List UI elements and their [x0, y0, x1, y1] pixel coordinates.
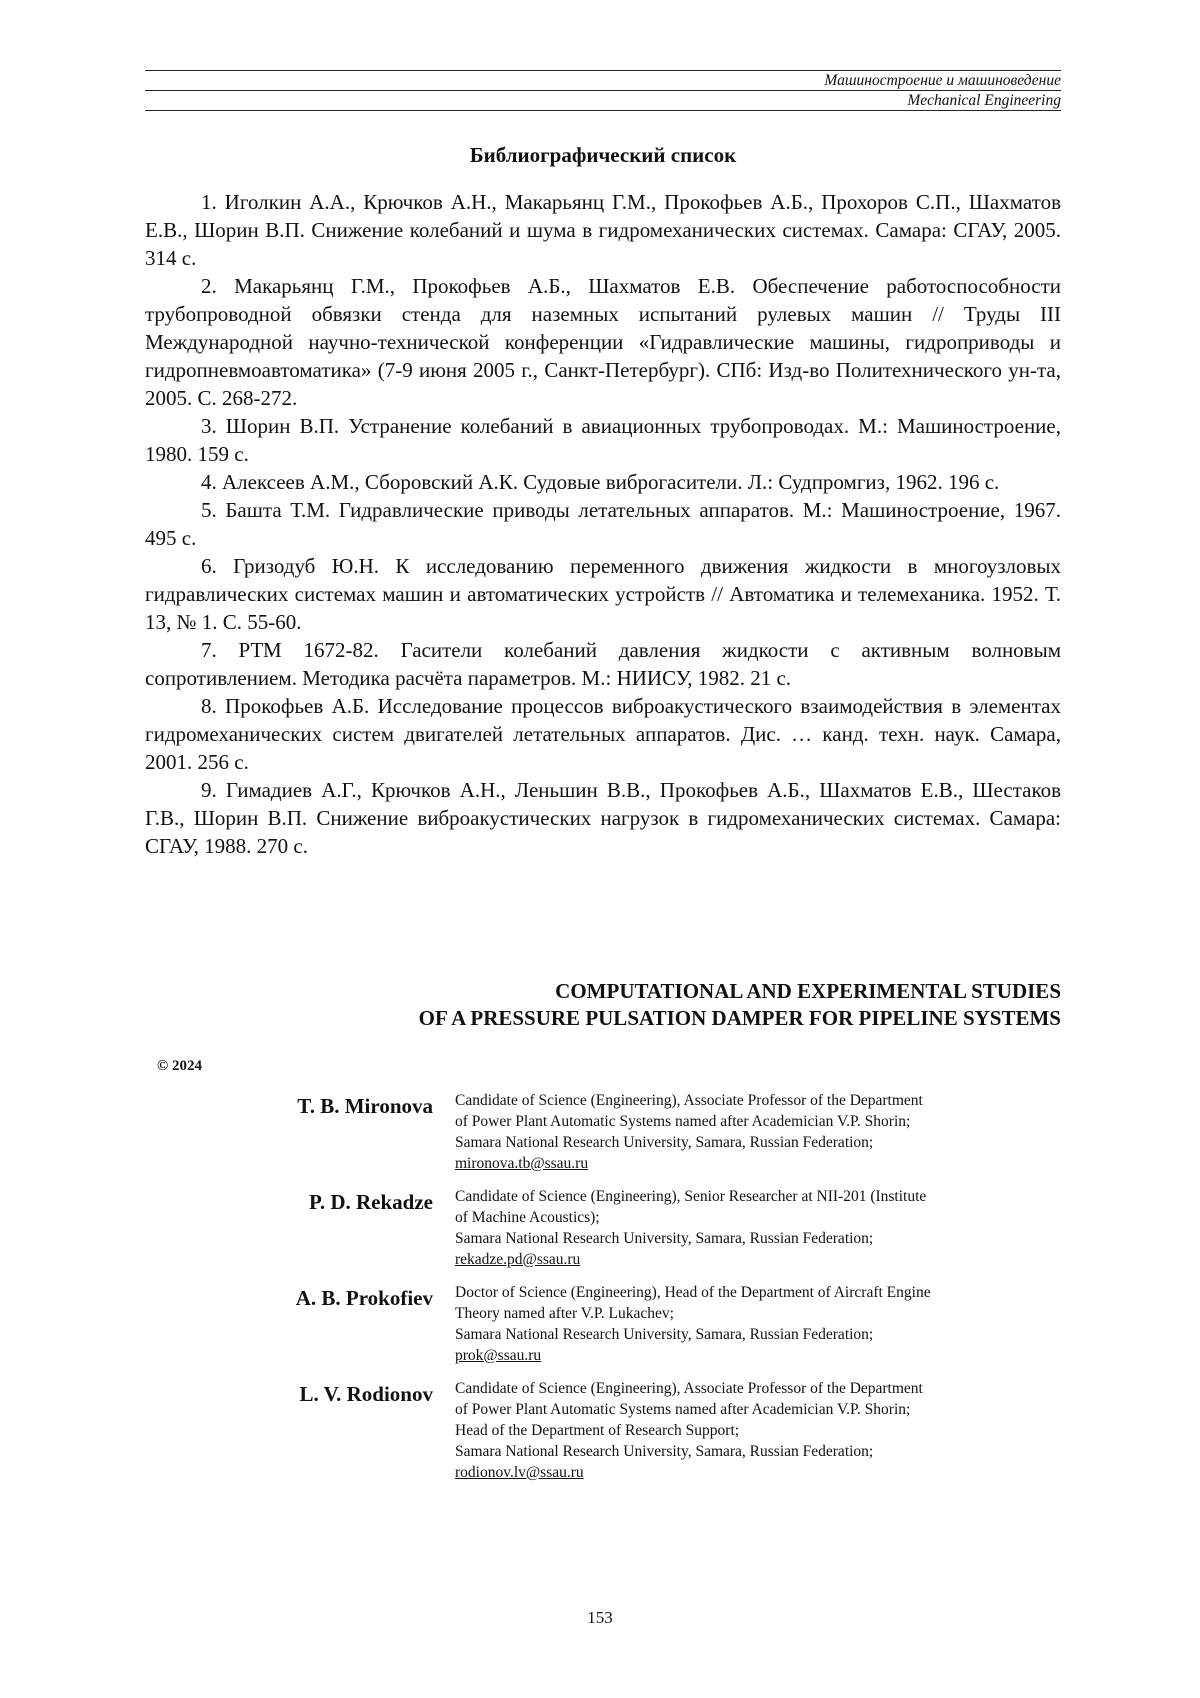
author-email-link[interactable]: rodionov.lv@ssau.ru — [455, 1464, 584, 1481]
journal-name-en: Mechanical Engineering — [907, 92, 1061, 109]
author-name: P. D. Rekadze — [308, 1190, 433, 1214]
author-name: L. V. Rodionov — [299, 1382, 433, 1406]
article-title-line: COMPUTATIONAL AND EXPERIMENTAL STUDIES — [555, 979, 1061, 1003]
reference-item: 3. Шорин В.П. Устранение колебаний в авиационных трубопроводах. М.: Машиностроение, 1980. 159 с. — [145, 414, 1061, 466]
affiliation-line: Candidate of Science (Engineering), Senior Researcher at NII-201 (Institute — [455, 1188, 927, 1205]
article-title-line: OF A PRESSURE PULSATION DAMPER FOR PIPELINE SYSTEMS — [418, 1006, 1061, 1030]
author-block — [145, 1090, 1061, 1174]
journal-name-ru: Машиностроение и машиноведение — [824, 72, 1061, 89]
affiliation-line: Samara National Research University, Samara, Russian Federation; — [455, 1326, 874, 1343]
affiliation-line: Doctor of Science (Engineering), Head of the Department of Aircraft Engine — [455, 1284, 931, 1301]
author-name: A. B. Prokofiev — [295, 1286, 433, 1310]
page-number: 153 — [587, 1608, 613, 1627]
author-affiliation — [455, 1090, 1035, 1174]
affiliation-line: Candidate of Science (Engineering), Associate Professor of the Department — [455, 1380, 923, 1397]
author-email-link[interactable]: prok@ssau.ru — [455, 1347, 542, 1364]
reference-item: 4. Алексеев А.М., Сборовский А.К. Судовые виброгасители. Л.: Судпромгиз, 1962. 196 с. — [201, 470, 1000, 494]
affiliation-line: of Machine Acoustics); — [455, 1209, 600, 1226]
bibliography-title: Библиографический список — [469, 143, 737, 167]
author-affiliation — [455, 1378, 1035, 1483]
reference-item: 9. Гимадиев А.Г., Крючков А.Н., Леньшин В.В., Прокофьев А.Б., Шахматов Е.В., Шестаков Г.В., Шорин В.П. Снижение виброакустических нагрузок в гидромеханических системах. Самара: СГАУ, 1988. 270 с. — [145, 778, 1061, 858]
author-email-link[interactable]: mironova.tb@ssau.ru — [455, 1155, 589, 1172]
affiliation-line: Candidate of Science (Engineering), Associate Professor of the Department — [455, 1092, 923, 1109]
reference-item: 5. Башта Т.М. Гидравлические приводы летательных аппаратов. М.: Машиностроение, 1967. 495 с. — [145, 498, 1061, 550]
article-title — [145, 978, 1061, 1032]
author-block — [145, 1282, 1061, 1366]
affiliation-line: Head of the Department of Research Support; — [455, 1422, 740, 1439]
author-list — [145, 1090, 1061, 1495]
author-block — [145, 1378, 1061, 1483]
author-block — [145, 1186, 1061, 1270]
reference-item: 8. Прокофьев А.Б. Исследование процессов виброакустического взаимодействия в элементах гидромеханических систем двигателей летательных аппаратов. Дис. … канд. техн. наук. Самара, 2001. 256 с. — [145, 694, 1061, 774]
affiliation-line: of Power Plant Automatic Systems named after Academician V.P. Shorin; — [455, 1401, 911, 1418]
author-email-link[interactable]: rekadze.pd@ssau.ru — [455, 1251, 581, 1268]
reference-item: 1. Иголкин А.А., Крючков А.Н., Макарьянц Г.М., Прокофьев А.Б., Прохоров С.П., Шахматов Е.В., Шорин В.П. Снижение колебаний и шума в гидромеханических системах. Самара: СГАУ, 2005. 314 с. — [145, 190, 1061, 270]
author-affiliation — [455, 1282, 1035, 1366]
copyright-notice: © 2024 — [157, 1058, 202, 1074]
reference-item: 6. Гризодуб Ю.Н. К исследованию переменного движения жидкости в многоузловых гидравлических системах машин и автоматических устройств // Автоматика и телемеханика. 1952. Т. 13, № 1. С. 55-60. — [145, 554, 1061, 634]
author-affiliation — [455, 1186, 1035, 1270]
running-header — [145, 70, 1061, 111]
author-name: T. B. Mironova — [297, 1094, 433, 1118]
reference-item: 7. РТМ 1672-82. Гасители колебаний давления жидкости с активным волновым сопротивлением. Методика расчёта параметров. М.: НИИСУ, 1982. 21 с. — [145, 638, 1061, 690]
reference-list — [145, 188, 1061, 860]
reference-item: 2. Макарьянц Г.М., Прокофьев А.Б., Шахматов Е.В. Обеспечение работоспособности трубопроводной обвязки стенда для наземных испытаний рулевых машин // Труды III Международной научно-технической конференции «Гидравлические машины, гидроприводы и гидропневмоавтоматика» (7-9 июня 2005 г., Санкт-Петербург). СПб: Изд-во Политехнического ун-та, 2005. С. 268-272. — [145, 274, 1061, 410]
affiliation-line: of Power Plant Automatic Systems named after Academician V.P. Shorin; — [455, 1113, 911, 1130]
affiliation-line: Samara National Research University, Samara, Russian Federation; — [455, 1134, 874, 1151]
affiliation-line: Samara National Research University, Samara, Russian Federation; — [455, 1230, 874, 1247]
affiliation-line: Samara National Research University, Samara, Russian Federation; — [455, 1443, 874, 1460]
header-rule-bottom — [145, 110, 1061, 111]
affiliation-line: Theory named after V.P. Lukachev; — [455, 1305, 674, 1322]
